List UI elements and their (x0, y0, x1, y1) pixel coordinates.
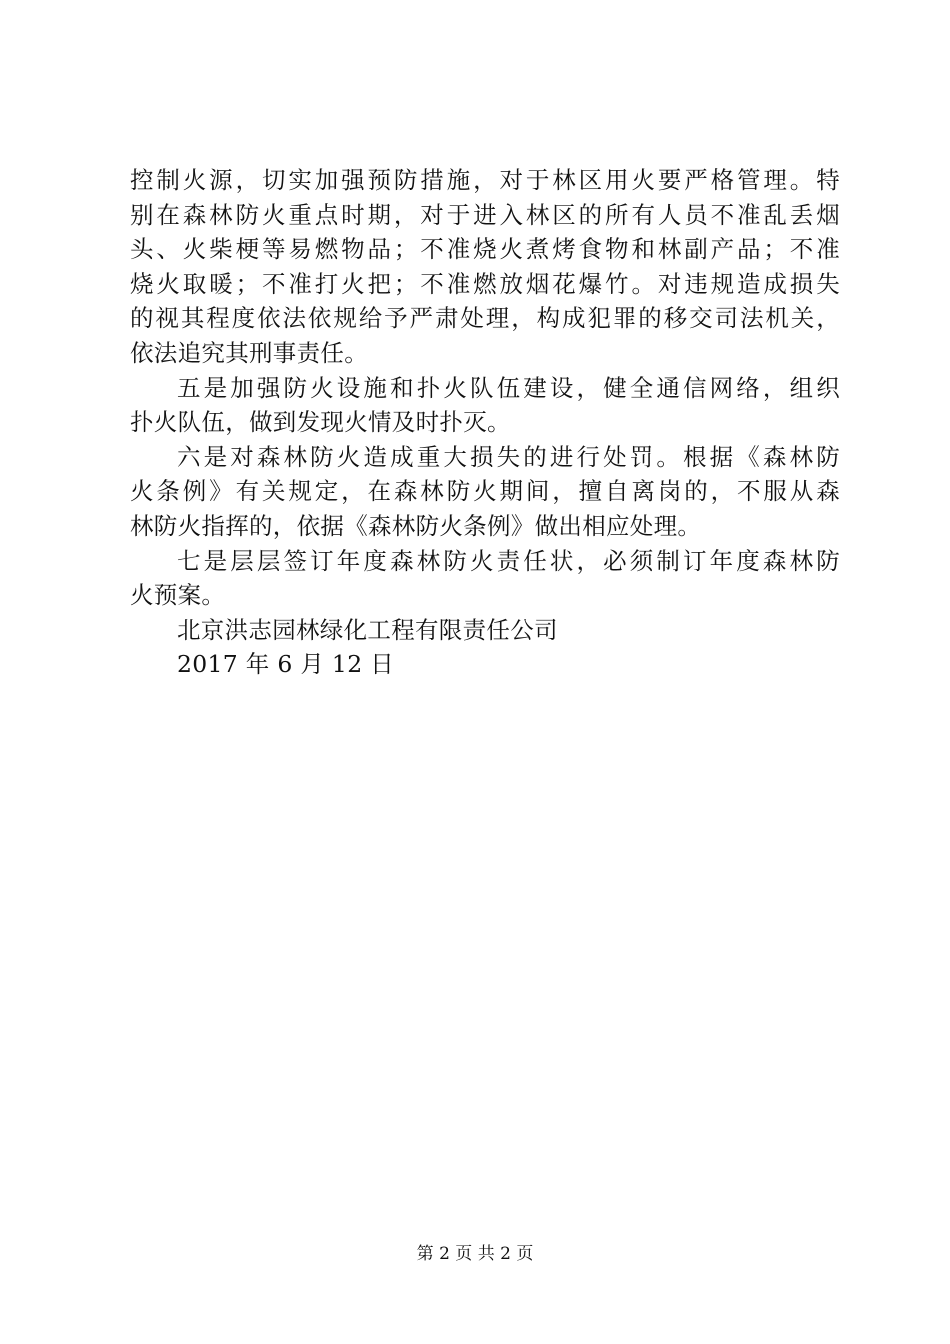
text-line: 依法追究其刑事责任。 (130, 338, 368, 367)
text-line: 扑火队伍，做到发现火情及时扑灭。 (130, 408, 511, 437)
text-line: 林防火指挥的，依据《森林防火条例》做出相应处理。 (130, 511, 702, 540)
text-line: 别在森林防火重点时期，对于进入林区的所有人员不准乱丢烟 (130, 200, 840, 229)
signature-company: 北京洪志园林绿化工程有限责任公司 (177, 615, 558, 644)
text-line: 烧火取暖；不准打火把；不准燃放烟花爆竹。对违规造成损失 (130, 269, 840, 298)
text-line: 火预案。 (130, 581, 226, 610)
text-line: 的视其程度依法依规给予严肃处理，构成犯罪的移交司法机关， (130, 304, 840, 333)
page-number-footer: 第 2 页 共 2 页 (416, 1244, 534, 1264)
text-line: 七是层层签订年度森林防火责任状，必须制订年度森林防 (177, 546, 840, 575)
text-line: 头、火柴梗等易燃物品；不准烧火煮烤食物和林副产品；不准 (130, 235, 840, 264)
paragraph (130, 371, 840, 440)
text-line: 控制火源，切实加强预防措施，对于林区用火要严格管理。特 (130, 166, 840, 194)
paragraph (130, 544, 840, 613)
paragraph (130, 440, 840, 544)
signature-date: 2017 年 6 月 12 日 (177, 650, 395, 679)
text-line: 六是对森林防火造成重大损失的进行处罚。根据《森林防 (177, 442, 840, 471)
text-line: 火条例》有关规定，在森林防火期间，擅自离岗的，不服从森 (130, 477, 840, 506)
text-line: 五是加强防火设施和扑火队伍建设，健全通信网络，组织 (177, 373, 840, 402)
document-body (130, 163, 840, 682)
paragraph (130, 163, 840, 371)
